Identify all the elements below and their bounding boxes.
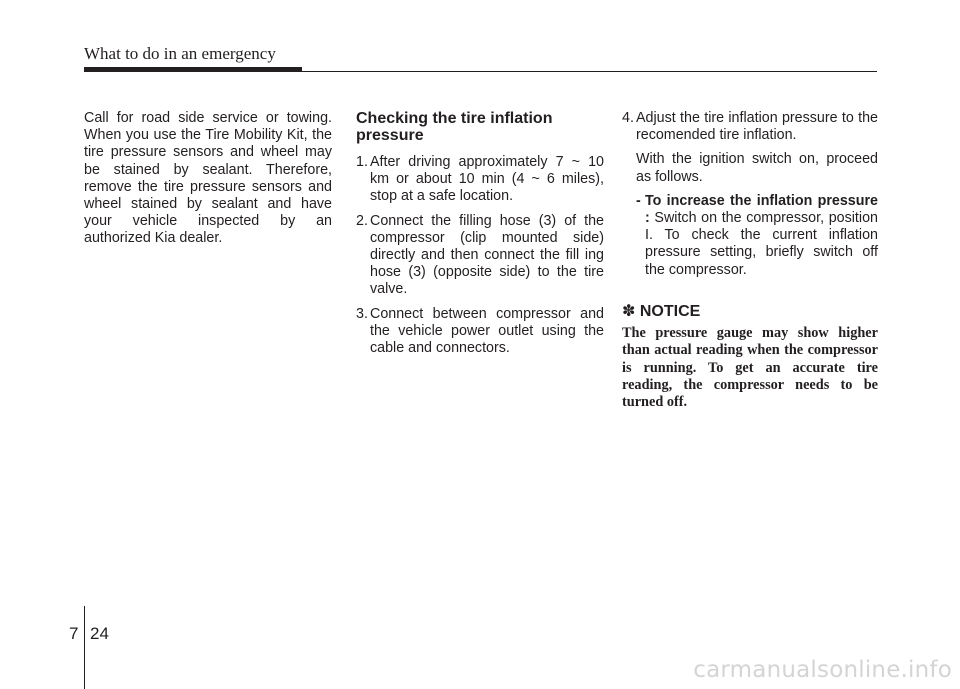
steps-list [356,154,604,357]
column-middle [356,110,604,364]
step-text: Connect the filling hose (3) of the compressor (clip mounted side) directly and then connect the fill ing hose (3) (opposite side) to the tire valve. [370,212,604,298]
notice-title: ✽ NOTICE [622,302,701,320]
increase-pressure-lead: To increase the inflation pressure : [645,192,878,227]
step-number: 3. [356,305,368,322]
step-text: Adjust the tire inflation pressure to the recomended tire inflation. [636,110,878,144]
step-number: 2. [356,212,368,229]
watermark: carmanualsonline.info [693,657,952,683]
step-number: 1. [356,154,368,170]
column-right [622,110,878,412]
chapter-number: 7 [69,624,79,643]
column-left [84,110,332,248]
roadside-service-paragraph: Call for road side service or towing. When you use the Tire Mobility Kit, the tire pressure sensors and wheel may be stained by sealant. Therefore, remove the tire pressure sensors and wheel stained by sealant and have your vehicle inspected by an authorized Kia dealer. [84,110,332,247]
list-item [356,306,604,358]
header-rule-thin [84,71,877,72]
footer-divider [84,606,85,689]
list-item [356,213,604,299]
page-header-title: What to do in an emergency [84,44,276,63]
step-text: Connect between compressor and the vehicle power outlet using the cable and connectors. [370,305,604,357]
step-number: 4. [622,110,634,126]
increase-pressure-item [622,193,878,279]
notice-body: The pressure gauge may show higher than actual reading when the compressor is running. To get an accurate tire reading, the compressor needs to be turned off. [622,324,878,411]
dash-bullet: - [636,192,641,209]
list-item [356,154,604,206]
increase-pressure-text: Switch on the compressor, position I. To check the current inflation pressure setting, briefly switch off the compressor. [645,210,878,278]
page-number: 24 [90,624,109,643]
section-heading: Checking the tire inflation pressure [356,110,553,144]
step-4 [622,110,878,144]
step-text: After driving approximately 7 ~ 10 km or about 10 min (4 ~ 6 miles), stop at a safe location. [370,154,604,205]
step-4-followup: With the ignition switch on, proceed as follows. [636,151,878,185]
